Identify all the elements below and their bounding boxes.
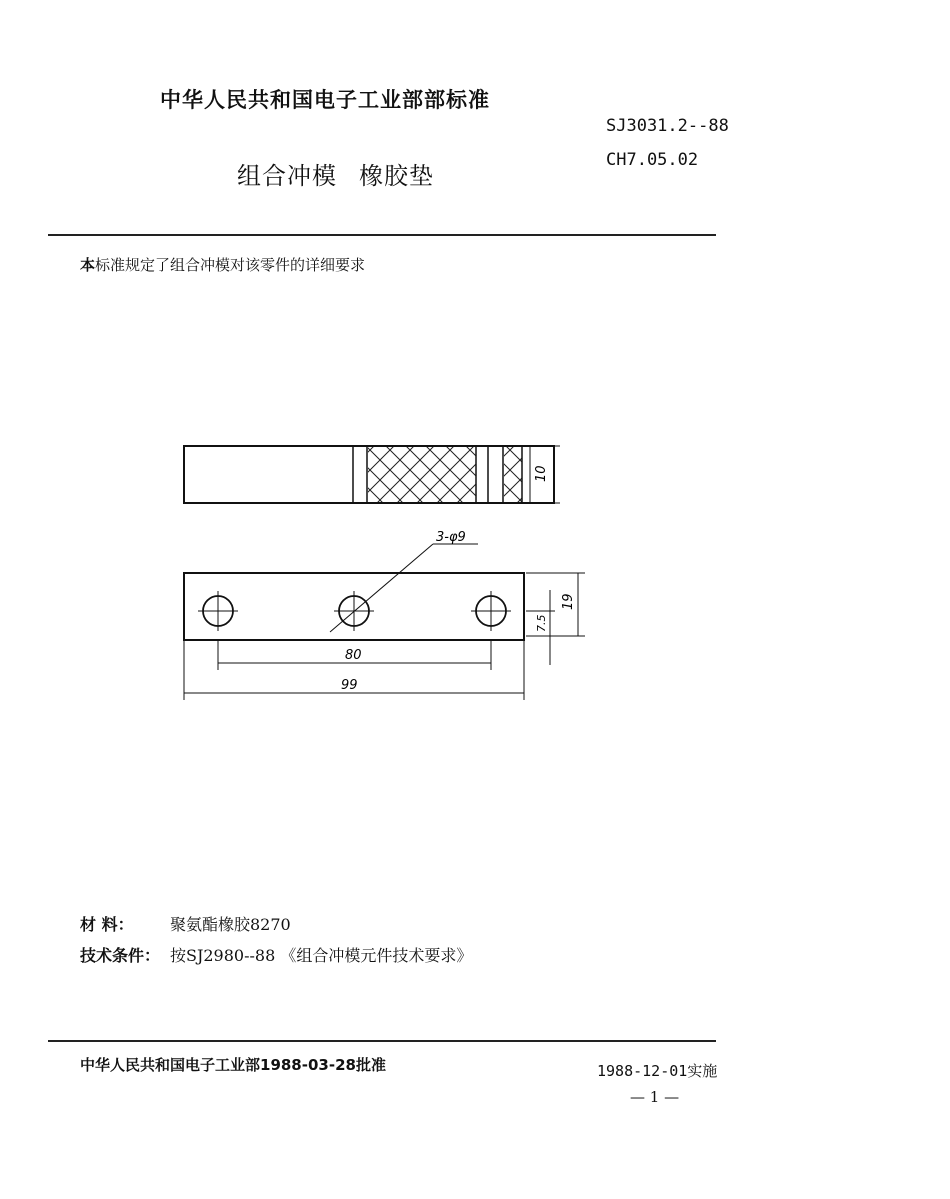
dim-hole-spacing: 80: [345, 648, 362, 663]
issuing-organization: 中华人民共和国电子工业部部标准: [160, 88, 490, 112]
material-line: [80, 912, 291, 935]
title-part-1: 组合冲模: [237, 162, 337, 190]
side-view: [184, 446, 560, 503]
technical-conditions-value: 按SJ2980--88 《组合冲模元件技术要求》: [170, 946, 473, 965]
material-value: 聚氨酯橡胶8270: [170, 915, 291, 934]
scope-text: 标准规定了组合冲模对该零件的详细要求: [95, 256, 366, 274]
technical-conditions-line: [80, 943, 472, 966]
page-number: — 1 —: [630, 1088, 680, 1106]
classification-code: CH7.05.02: [606, 150, 699, 170]
dim-holes: 3-φ9: [436, 530, 466, 545]
dim-thickness: 10: [534, 465, 549, 482]
technical-conditions-label: 技术条件：: [80, 946, 161, 965]
footer-rule: [48, 1040, 716, 1042]
title-part-2: 橡胶垫: [359, 162, 434, 190]
approval-statement: 中华人民共和国电子工业部1988-03-28批准: [80, 1056, 386, 1074]
material-label: 材 料：: [80, 915, 134, 934]
dim-height: 19: [561, 593, 576, 610]
effective-date: 1988-12-01实施: [597, 1062, 718, 1080]
dim-length: 99: [341, 678, 358, 693]
scope-lead: 本: [80, 256, 96, 274]
top-view: [184, 530, 585, 700]
standard-number: SJ3031.2--88: [606, 116, 729, 136]
dim-hole-center: 7.5: [535, 614, 548, 632]
